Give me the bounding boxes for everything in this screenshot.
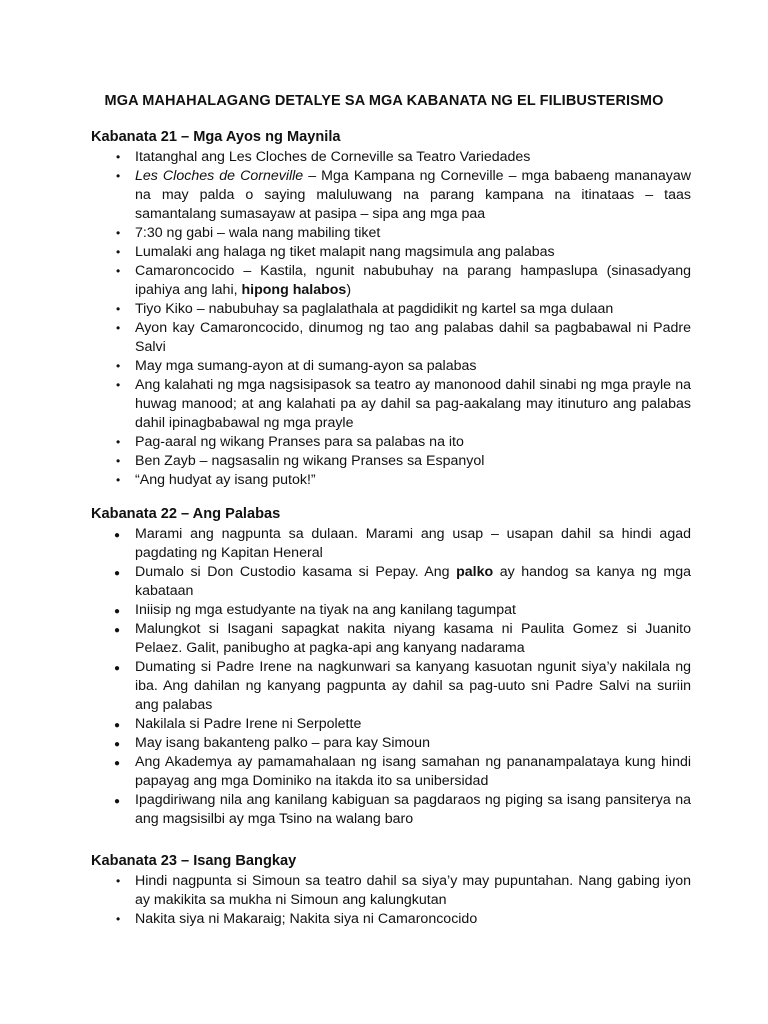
bullet-list xyxy=(91,148,691,490)
list-item: • Nakita siya ni Makaraig; Nakita siya ni Camaroncocido xyxy=(91,910,691,929)
section-kabanata-22 xyxy=(91,505,691,829)
bullet-list xyxy=(91,872,691,929)
section-kabanata-23 xyxy=(91,852,691,929)
list-item: ● Ang Akademya ay pamamahalaan ng isang samahan ng pananampalataya kung hindi papayag ang mga Dominiko na itakda ito sa unibersidad xyxy=(91,753,691,791)
bullet-list xyxy=(91,525,691,829)
item-text: Dumalo si Don Custodio kasama si Pepay. Ang xyxy=(135,564,457,580)
list-item: • Pag-aaral ng wikang Pranses para sa palabas na ito xyxy=(91,433,691,452)
list-item: ● Iniisip ng mga estudyante na tiyak na ang kanilang tagumpat xyxy=(91,601,691,620)
list-item: ● Ipagdiriwang nila ang kanilang kabiguan sa pagdaraos ng piging sa isang pansiterya na ang magsisilbi ay mga Tsino na walang baro xyxy=(91,791,691,829)
list-item: • May mga sumang-ayon at di sumang-ayon sa palabas xyxy=(91,357,691,376)
section-kabanata-21 xyxy=(91,128,691,490)
section-heading: Kabanata 22 – Ang Palabas xyxy=(91,506,281,522)
list-item: • Hindi nagpunta si Simoun sa teatro dahil sa siya’y may pupuntahan. Nang gabing iyon ay makikita sa mukha ni Simoun ang kalungkutan xyxy=(91,872,691,910)
item-text: ) xyxy=(346,282,352,298)
list-item: • 7:30 ng gabi – wala nang mabiling tiket xyxy=(91,224,691,243)
section-heading: Kabanata 21 – Mga Ayos ng Maynila xyxy=(91,129,341,145)
list-item: • Ang kalahati ng mga nagsisipasok sa teatro ay manonood dahil sinabi ng mga prayle na huwag manood; at ang kalahati pa ay dahil sa pag-aakalang may itinuturo ang palabas dahil ipinagbabawal ng mga prayle xyxy=(91,376,691,433)
list-item: ● Marami ang nagpunta sa dulaan. Marami ang usap – usapan dahil sa hindi agad pagdating ng Kapitan Heneral xyxy=(91,525,691,563)
document-title: MGA MAHAHALAGANG DETALYE SA MGA KABANATA NG EL FILIBUSTERISMO xyxy=(104,93,664,109)
italic-text: Les Cloches de Corneville xyxy=(135,168,304,184)
item-text: – Mga Kampana ng Corneville – mga babaeng mananayaw na may palda o saying maluluwang na parang kampana na itinataas – taas samantalang sumasayaw at pasipa – sipa ang mga paa xyxy=(135,168,691,222)
section-heading: Kabanata 23 – Isang Bangkay xyxy=(91,853,297,869)
bold-text: palko xyxy=(456,564,494,580)
list-item: ● Dumating si Padre Irene na nagkunwari sa kanyang kasuotan ngunit siya’y nakilala ng iba. Ang dahilan ng kanyang pagpunta ay dahil sa pag-uuto sni Padre Salvi na suriin ang palabas xyxy=(91,658,691,715)
list-item: ● Malungkot si Isagani sapagkat nakita niyang kasama ni Paulita Gomez si Juanito Pelaez. Galit, panibugho at pagka-api ang kanyang nadarama xyxy=(91,620,691,658)
list-item xyxy=(91,262,691,300)
list-item: ● Nakilala si Padre Irene ni Serpolette xyxy=(91,715,691,734)
list-item: ● May isang bakanteng palko – para kay Simoun xyxy=(91,734,691,753)
list-item: • Ben Zayb – nagsasalin ng wikang Pranses sa Espanyol xyxy=(91,452,691,471)
list-item: • Tiyo Kiko – nabubuhay sa paglalathala at pagdidikit ng kartel sa mga dulaan xyxy=(91,300,691,319)
list-item: • Lumalaki ang halaga ng tiket malapit nang magsimula ang palabas xyxy=(91,243,691,262)
item-text: Camaroncocido – Kastila, ngunit nabubuhay na parang hampaslupa (sinasadyang ipahiya ang lahi, xyxy=(135,263,691,298)
list-item: • “Ang hudyat ay isang putok!” xyxy=(91,471,691,490)
list-item xyxy=(91,563,691,601)
list-item: • Itatanghal ang Les Cloches de Corneville sa Teatro Variedades xyxy=(91,148,691,167)
bold-text: hipong halabos xyxy=(241,282,347,298)
list-item: • Ayon kay Camaroncocido, dinumog ng tao ang palabas dahil sa pagbabawal ni Padre Salvi xyxy=(91,319,691,357)
list-item xyxy=(91,167,691,224)
item-text: ay handog sa kanya ng mga kabataan xyxy=(135,564,692,599)
